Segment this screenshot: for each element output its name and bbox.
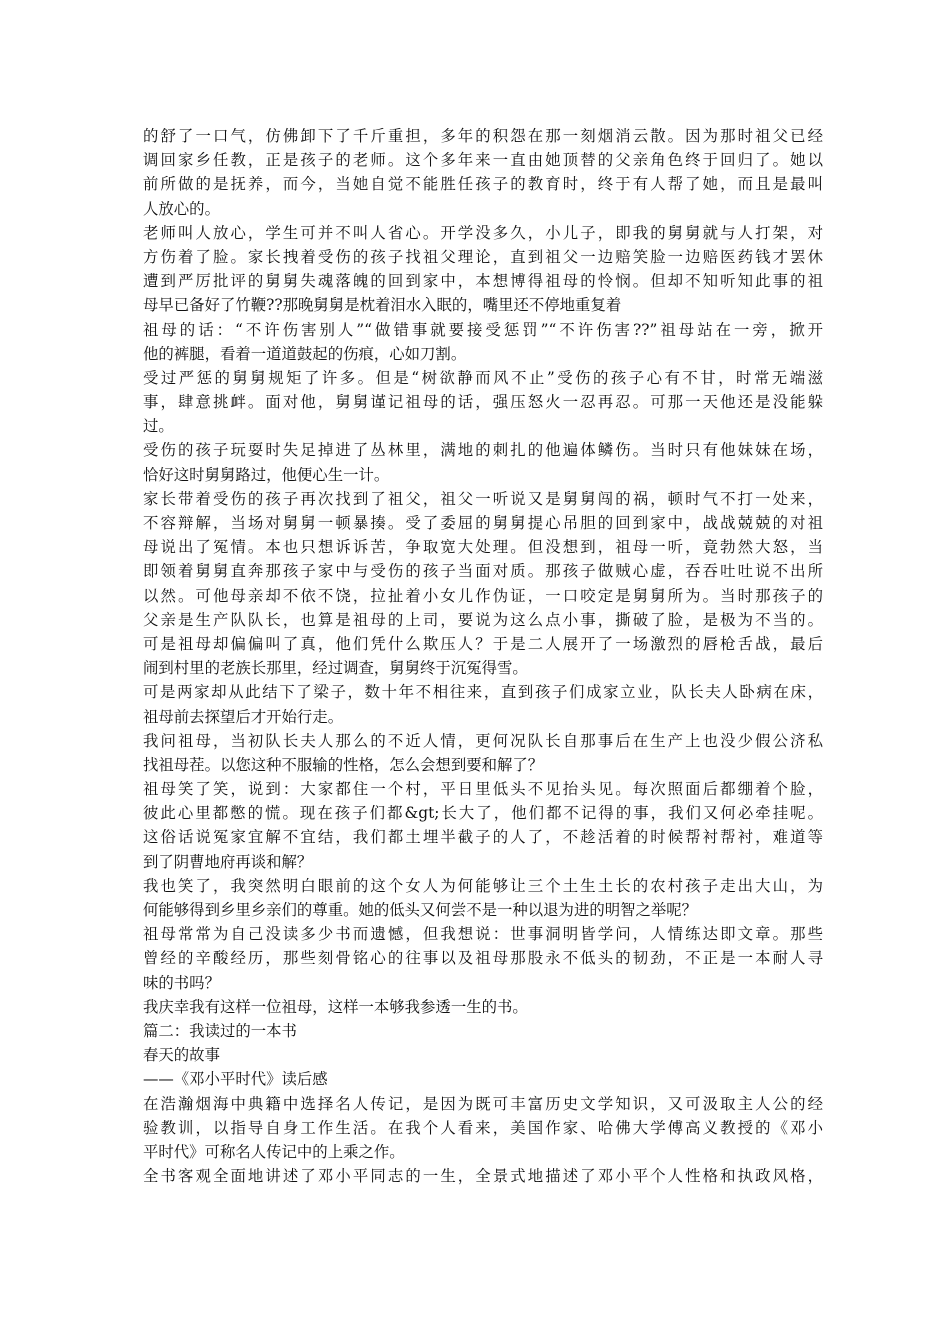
text-line: 遭到严厉批评的舅舅失魂落魄的回到家中，本想博得祖母的怜悯。但却不知听知此事的祖 bbox=[143, 272, 823, 291]
text-line: 祖母笑了笑，说到：大家都住一个村，平日里低头不见抬头见。每次照面后都绷着个脸， bbox=[143, 780, 823, 799]
text-line: 这俗话说冤家宜解不宜结，我们都土埋半截子的人了，不趁活着的时候帮衬帮衬，难道等 bbox=[143, 828, 823, 847]
text-line: 祖母常常为自己没读多少书而遗憾，但我想说：世事洞明皆学问，人情练达即文章。那些 bbox=[143, 925, 823, 944]
text-line: 以然。可他母亲却不依不饶，拉扯着小女儿作伪证，一口咬定是舅舅所为。当时那孩子的 bbox=[143, 586, 823, 605]
text-line: 父亲是生产队队长，也算是祖母的上司，要说为这么点小事，撕破了脸，是极为不当的。 bbox=[143, 610, 823, 629]
text-line: 我也笑了，我突然明白眼前的这个女人为何能够让三个土生土长的农村孩子走出大山，为 bbox=[143, 876, 823, 895]
text-line: 可是两家却从此结下了梁子，数十年不相往来，直到孩子们成家立业，队长夫人卧病在床， bbox=[143, 683, 823, 702]
text-line: 全书客观全面地讲述了邓小平同志的一生，全景式地描述了邓小平个人性格和执政风格， bbox=[143, 1167, 823, 1186]
text-line: 恰好这时舅舅路过，他便心生一计。 bbox=[143, 465, 390, 484]
text-line: 验教训，以指导自身工作生活。在我个人看来，美国作家、哈佛大学傅高义教授的《邓小 bbox=[143, 1118, 823, 1137]
text-line: 母早已备好了竹鞭??那晚舅舅是枕着泪水入眠的，嘴里还不停地重复着 bbox=[143, 296, 622, 315]
text-line: 受过严惩的舅舅规矩了许多。但是“树欲静而风不止”受伤的孩子心有不甘，时常无端滋 bbox=[143, 368, 823, 387]
text-line: 人放心的。 bbox=[143, 199, 220, 218]
text-line: 篇二：我读过的一本书 bbox=[143, 1021, 297, 1040]
text-line: 的舒了一口气，仿佛卸下了千斤重担，多年的积怨在那一刻烟消云散。因为那时祖父已经 bbox=[143, 127, 823, 145]
text-line: 找祖母茬。以您这种不服输的性格，怎么会想到要和解了？ bbox=[143, 755, 544, 774]
text-line: 在浩瀚烟海中典籍中选择名人传记，是因为既可丰富历史文学知识，又可汲取主人公的经 bbox=[143, 1094, 823, 1113]
text-line: 老师叫人放心，学生可并不叫人省心。开学没多久，小儿子，即我的舅舅就与人打架，对 bbox=[143, 223, 823, 242]
text-line: 不容辩解，当场对舅舅一顿暴揍。受了委屈的舅舅提心吊胆的回到家中，战战兢兢的对祖 bbox=[143, 514, 823, 532]
text-line: 闹到村里的老族长那里，经过调查，舅舅终于沉冤得雪。 bbox=[143, 659, 528, 678]
text-line: 家长带着受伤的孩子再次找到了祖父，祖父一听说又是舅舅闯的祸，顿时气不打一处来， bbox=[143, 489, 823, 508]
text-line: 祖母的话：“不许伤害别人”“做错事就要接受惩罚”“不许伤害??”祖母站在一旁，掀开 bbox=[143, 320, 823, 339]
document-body bbox=[143, 124, 823, 1188]
text-line: 他的裤腿，看着一道道鼓起的伤痕，心如刀割。 bbox=[143, 344, 467, 363]
text-line: 前所做的是抚养，而今，当她自觉不能胜任孩子的教育时，终于有人帮了她，而且是最叫 bbox=[143, 175, 823, 194]
text-line: 受伤的孩子玩耍时失足掉进了丛林里，满地的刺扎的他遍体鳞伤。当时只有他妹妹在场， bbox=[143, 441, 823, 460]
text-line: 到了阴曹地府再谈和解？ bbox=[143, 852, 313, 871]
text-line: 可是祖母却偏偏叫了真，他们凭什么欺压人？于是二人展开了一场激烈的唇枪舌战，最后 bbox=[143, 634, 823, 653]
text-line: 母说出了冤情。本也只想诉诉苦，争取宽大处理。但没想到，祖母一听，竟勃然大怒，当 bbox=[143, 538, 823, 557]
text-line: 我问祖母，当初队长夫人那么的不近人情，更何况队长自那事后在生产上也没少假公济私 bbox=[143, 731, 823, 750]
text-line: 春天的故事 bbox=[143, 1046, 220, 1065]
text-line: 即领着舅舅直奔那孩子家中与受伤的孩子当面对质。那孩子做贼心虚，吞吞吐吐说不出所 bbox=[143, 562, 823, 581]
text-line: 过。 bbox=[143, 417, 174, 436]
text-line: 我庆幸我有这样一位祖母，这样一本够我参透一生的书。 bbox=[143, 997, 528, 1016]
text-line: 平时代》可称名人传记中的上乘之作。 bbox=[143, 1142, 405, 1161]
text-line: 味的书吗？ bbox=[143, 973, 220, 992]
text-line: ——《邓小平时代》读后感 bbox=[143, 1070, 328, 1089]
text-line: 祖母前去探望后才开始行走。 bbox=[143, 707, 344, 726]
text-line: 方伤着了脸。家长拽着受伤的孩子找祖父理论，直到祖父一边赔笑脸一边赔医药钱才罢休 bbox=[143, 247, 823, 266]
text-line: 彼此心里都憋的慌。现在孩子们都&gt;长大了，他们都不记得的事，我们又何必牵挂呢。 bbox=[143, 804, 823, 823]
text-line: 曾经的辛酸经历，那些刻骨铭心的往事以及祖母那股永不低头的韧劲，不正是一本耐人寻 bbox=[143, 949, 823, 968]
text-line: 调回家乡任教，正是孩子的老师。这个多年来一直由她顶替的父亲角色终于回归了。她以 bbox=[143, 151, 823, 170]
text-line: 何能够得到乡里乡亲们的尊重。她的低头又何尝不是一种以退为进的明智之举呢？ bbox=[143, 901, 698, 919]
text-line: 事，肆意挑衅。面对他，舅舅谨记祖母的话，强压怒火一忍再忍。可那一天他还是没能躲 bbox=[143, 393, 823, 412]
